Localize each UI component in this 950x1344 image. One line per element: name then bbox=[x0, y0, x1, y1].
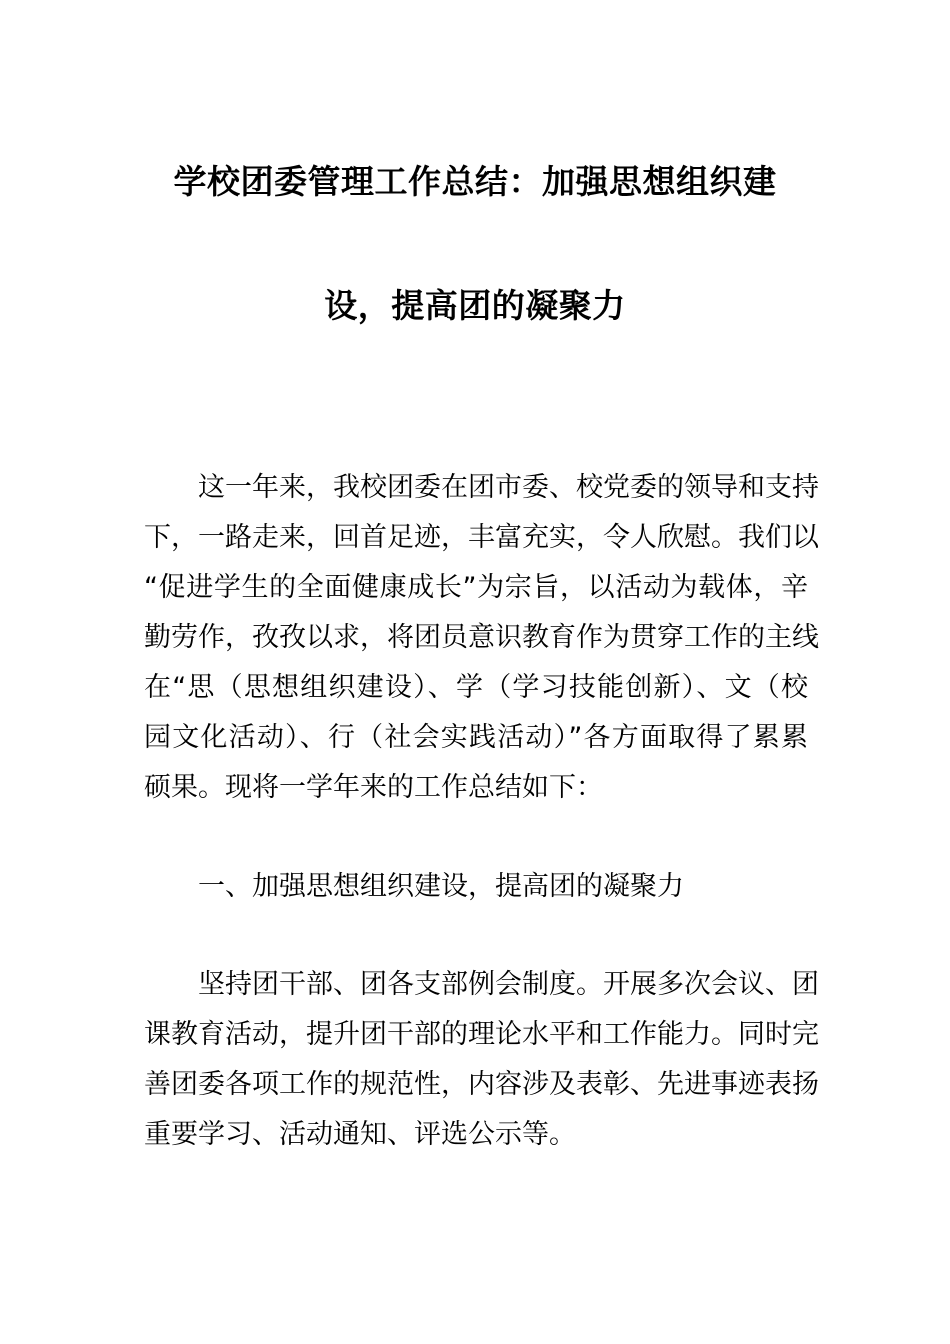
intro-line-4: 勤劳作，孜孜以求，将团员意识教育作为贯穿工作的主线 bbox=[144, 622, 819, 653]
intro-line-6: 园文化活动）、行（社会实践活动）”各方面取得了累累 bbox=[144, 722, 808, 753]
intro-line-2: 下，一路走来，回首足迹，丰富充实，令人欣慰。我们以 bbox=[144, 522, 819, 553]
intro-line-3: “促进学生的全面健康成长”为宗旨，以活动为载体，辛 bbox=[144, 572, 808, 603]
section-line-4: 重要学习、活动通知、评选公示等。 bbox=[144, 1119, 576, 1150]
section-line-2: 课教育活动，提升团干部的理论水平和工作能力。同时完 bbox=[144, 1019, 819, 1050]
section-heading: 一、加强思想组织建设，提高团的凝聚力 bbox=[198, 871, 684, 902]
intro-line-5: 在“思（思想组织建设）、学（学习技能创新）、文（校 bbox=[144, 672, 808, 703]
document-title-line-2: 设，提高团的凝聚力 bbox=[324, 286, 626, 325]
intro-line-1: 这一年来，我校团委在团市委、校党委的领导和支持 bbox=[198, 472, 819, 503]
section-line-3: 善团委各项工作的规范性，内容涉及表彰、先进事迹表扬 bbox=[144, 1069, 819, 1100]
document-title-line-1: 学校团委管理工作总结：加强思想组织建 bbox=[173, 162, 777, 201]
section-line-1: 坚持团干部、团各支部例会制度。开展多次会议、团 bbox=[198, 969, 819, 1000]
intro-line-7: 硕果。现将一学年来的工作总结如下： bbox=[144, 772, 603, 803]
